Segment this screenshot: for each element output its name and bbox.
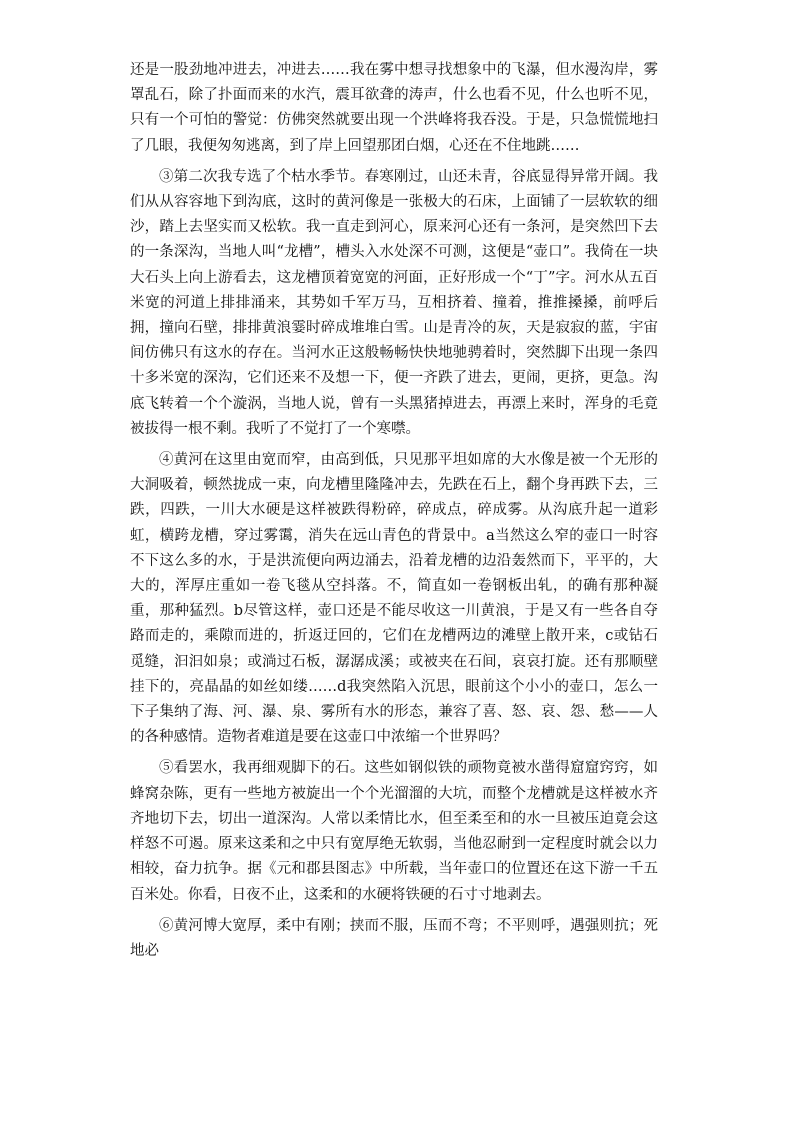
paragraph-4: ④黄河在这里由宽而窄，由高到低，只见那平坦如席的大水像是被一个无形的大洞吸着，顿然拢成一束，向龙槽里隆隆冲去，先跌在石上，翻个身再跌下去，三跌，四跌，一川大水硬是这样被跌得粉碎，碎成点，碎成雾。从沟底升起一道彩虹，横跨龙槽，穿过雾霭，消失在远山青色的背景中。a当然这么窄的壶口一时容不下这么多的水，于是洪流便向两边涌去，沿着龙槽的边沿轰然而下，平平的，大大的，浑厚庄重如一卷飞毯从空抖落。不，简直如一卷钢板出轧，的确有那种凝重，那种猛烈。b尽管这样，壶口还是不能尽收这一川黄浪，于是又有一些各自夺路而走的，乘隙而进的，折返迂回的，它们在龙槽两边的滩壁上散开来，c或钻石觅缝，汩汩如泉；或淌过石板，潺潺成溪；或被夹在石间，哀哀打旋。还有那顺壁挂下的，亮晶晶的如丝如缕……d我突然陷入沉思，眼前这个小小的壶口，怎么一下子集纳了海、河、瀑、泉、雾所有水的形态，兼容了喜、怒、哀、怨、愁——人的各种感情。造物者难道是要在这壶口中浓缩一个世界吗？ (130, 452, 658, 746)
paragraph-6: ⑥黄河博大宽厚，柔中有刚；挟而不服，压而不弯；不平则呼，遇强则抗；死地必 (130, 917, 658, 959)
article-body (130, 58, 658, 964)
paragraph-3: ③第二次我专选了个枯水季节。春寒刚过，山还未青，谷底显得异常开阔。我们从从容容地下到沟底，这时的黄河像是一张极大的石床，上面铺了一层软软的细沙，踏上去坚实而又松软。我一直走到河心，原来河心还有一条河，是突然凹下去的一条深沟，当地人叫“龙槽”，槽头入水处深不可测，这便是“壶口”。我倚在一块大石头上向上游看去，这龙槽顶着宽宽的河面，正好形成一个“丁”字。河水从五百米宽的河道上排排涌来，其势如千军万马，互相挤着、撞着，推推搡搡，前呼后拥，撞向石壁，排排黄浪霎时碎成堆堆白雪。山是青冷的灰，天是寂寂的蓝，宇宙间仿佛只有这水的存在。当河水正这般畅畅快快地驰骋着时，突然脚下出现一条四十多米宽的深沟，它们还来不及想一下，便一齐跌了进去，更闹，更挤，更急。沟底飞转着一个个漩涡，当地人说，曾有一头黑猪掉进去，再漂上来时，浑身的毛竟被拔得一根不剩。我听了不觉打了一个寒噤。 (130, 168, 658, 437)
paragraph-5: ⑤看罢水，我再细观脚下的石。这些如钢似铁的顽物竟被水凿得窟窟窍窍，如蜂窝杂陈，更有一些地方被旋出一个个光溜溜的大坑，而整个龙槽就是这样被水齐齐地切下去，切出一道深沟。人常以柔情比水，但至柔至和的水一旦被压迫竟会这样怒不可遏。原来这柔和之中只有宽厚绝无软弱，当他忍耐到一定程度时就会以力相较，奋力抗争。据《元和郡县图志》中所载，当年壶口的位置还在这下游一千五百米处。你看，日夜不止，这柔和的水硬将铁硬的石寸寸地剥去。 (130, 760, 658, 903)
paragraph-continuation: 还是一股劲地冲进去，冲进去……我在雾中想寻找想象中的飞瀑，但水漫沟岸，雾罩乱石，除了扑面而来的水汽，震耳欲聋的涛声，什么也看不见，什么也听不见，只有一个可怕的警觉：仿佛突然就要出现一个洪峰将我吞没。于是，只急慌慌地扫了几眼，我便匆匆逃离，到了岸上回望那团白烟，心还在不住地跳…… (130, 62, 658, 154)
